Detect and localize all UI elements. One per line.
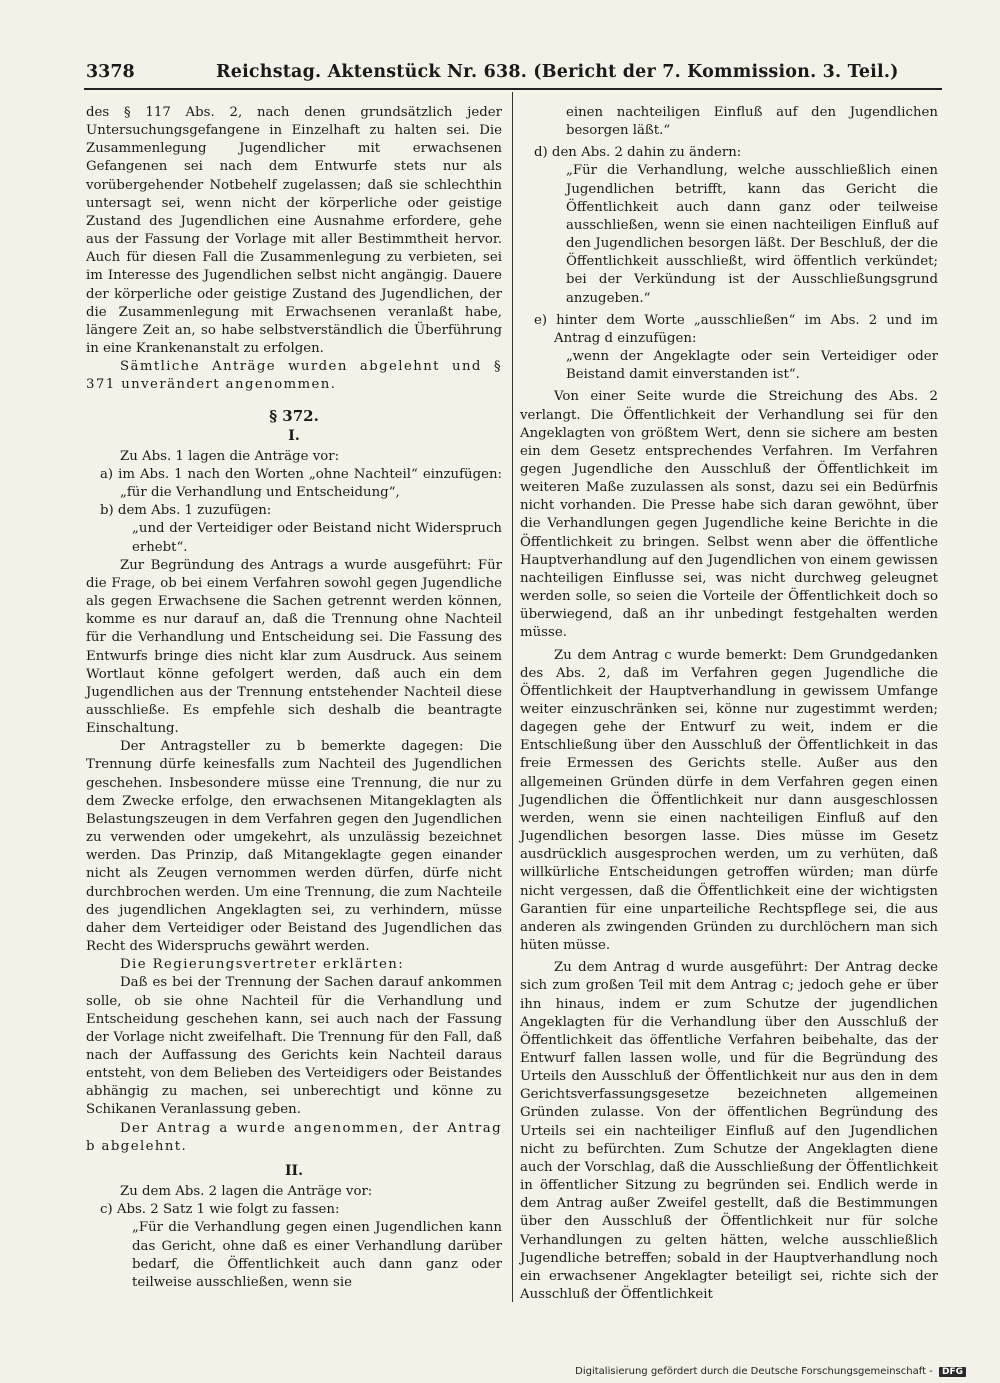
paragraph: Zur Begründung des Antrags a wurde ausgeführt: Für die Frage, ob bei einem Verfahren sowohl gegen Jugendliche als gegen Erwachsene die Sachen getrennt werden können, komme es nur darauf an, daß die Trennung ohne Nachteil für die Verhandlung und Entscheidung sei. Die Fassung des Entwurfs bringe dies nicht klar zum Ausdruck. Aus seinem Wortlaut könne gefolgert werden, daß auch ein dem Jugendlichen aus der Trennung entstehender Nachteil diese ausschließe. Es empfehle sich deshalb die beantragte Einschaltung. [86,557,502,737]
subsection-heading: II. [285,1162,303,1179]
section-heading: § 372. [269,406,319,425]
list-item: a) im Abs. 1 nach den Worten „ohne Nachteil“ einzufügen: „für die Verhandlung und Entscheidung“, [100,466,502,501]
paragraph: Der Antrag a wurde angenommen, der Antrag b abgelehnt. [86,1120,502,1154]
paragraph: Daß es bei der Trennung der Sachen darauf ankommen solle, ob sie ohne Nachteil für die Verhandlung und Entscheidung geschehen kann, sei auch nach der Fassung der Vorlage nicht zweifelhaft. Die Trennung für den Fall, daß nach der Auffassung des Gerichts kein Nachteil daraus entsteht, von dem Belieben des Verteidigers oder Beistandes abhängig zu machen, sei unberechtigt und könne zu Schikanen Veranlassung geben. [86,975,502,1118]
header-title: Reichstag. Aktenstück Nr. 638. (Bericht der 7. Kommission. 3. Teil.) [216,62,899,82]
quotation: „Für die Verhandlung gegen einen Jugendlichen kann das Gericht, ohne daß es einer Verhandlung darüber bedarf, die Öffentlichkeit auch dann ganz oder teilweise ausschließen, wenn sie [132,1220,502,1290]
quotation: „Für die Verhandlung, welche ausschließlich einen Jugendlichen betrifft, kann das Gericht die Öffentlichkeit auch dann ganz oder teilweise ausschließen, wenn sie einen nachteiligen Einfluß auf den Jugendlichen besorgen läßt. Der Beschluß, der die Öffentlichkeit ausschließt, wird öffentlich verkündet; bei der Verkündung ist der Ausschließungsgrund anzugeben.“ [566,163,938,306]
page-number: 3378 [86,62,135,82]
list-item: d) den Abs. 2 dahin zu ändern: [534,145,742,161]
list-item: c) Abs. 2 Satz 1 wie folgt zu fassen: [100,1202,340,1218]
paragraph: Der Antragsteller zu b bemerkte dagegen: Die Trennung dürfe keinesfalls zum Nachteil des Jugendlichen geschehen. Insbesondere müsse eine Trennung, die nur zu dem Zwecke erfolge, den erwachsenen Mitangeklagten als Belastungszeugen in dem Verfahren gegen den Jugendlichen zu verwenden oder umgekehrt, als unzulässig bezeichnet werden. Das Prinzip, daß Mitangeklagte gegen einander nicht als Zeugen vernommen werden dürfen, dürfe nicht durchbrochen werden. Um eine Trennung, die zum Nachteile des jugendlichen Angeklagten sei, zu verhindern, müsse daher dem Verteidiger oder Beistand des Jugendlichen das Recht des Widerspruchs gewährt werden. [86,739,502,955]
dfg-logo: DFG [939,1367,966,1377]
column-divider [512,92,513,1302]
footer-text: Digitalisierung gefördert durch die Deutsche Forschungsgemeinschaft - [575,1366,933,1377]
footer-credit [575,1366,966,1377]
paragraph: Von einer Seite wurde die Streichung des Abs. 2 verlangt. Die Öffentlichkeit der Verhandlung sei für den Angeklagten von größtem Wert, denn sie sichere am besten ein dem Gesetz entsprechendes Verfahren. Im Verfahren gegen Jugendliche den Ausschluß der Öffentlichkeit im weiteren Maße zuzulassen als sonst, dazu sei ein Bedürfnis nicht vorhanden. Die Presse habe sich daran gewöhnt, über die Verhandlungen gegen Jugendliche keine Berichte in die Öffentlichkeit zu bringen. Selbst wenn aber die öffentliche Hauptverhandlung auf den Jugendlichen von einem gewissen nachteiligen Einflusse sei, was nicht durchweg geleugnet werden solle, so seien die Vorteile der Öffentlichkeit doch so überwiegend, daß an ihr unbedingt festgehalten werden müsse. [520,389,938,641]
paragraph: Zu dem Antrag d wurde ausgeführt: Der Antrag decke sich zum großen Teil mit dem Antrag c; jedoch gehe er über ihn hinaus, indem er zum Schutze der jugendlichen Angeklagten für die Verhandlung über den Ausschluß der Öffentlichkeit das öffentliche Verfahren beibehalte, das der Entwurf fallen lassen wolle, und für die Begründung des Urteils den Ausschluß der Öffentlichkeit nur aus den in dem Gerichtsverfassungsgesetze bezeichneten allgemeinen Gründen zulasse. Von der öffentlichen Begründung des Urteils sei ein nachteiliger Einfluß auf den Jugendlichen nicht zu befürchten. Zum Schutze der Angeklagten diene auch der Vorschlag, daß die Ausschließung der Öffentlichkeit in öffentlicher Sitzung zu begründen sei. Endlich werde in dem Antrag außer Zweifel gestellt, daß die Bestimmungen über den Ausschluß der Öffentlichkeit nur für solche Verhandlungen zu gelten hätten, welche ausschließlich Jugendliche betreffen; sobald in der Hauptverhandlung noch ein erwachsener Angeklagter beteiligt sei, richte sich der Ausschluß der Öffentlichkeit [520,960,938,1302]
quotation: einen nachteiligen Einfluß auf den Jugendlichen besorgen läßt.“ [566,105,938,139]
left-column [86,104,502,1292]
list-item: b) dem Abs. 1 zuzufügen: [100,503,272,519]
paragraph: Sämtliche Anträge wurden abgelehnt und § 371 unverändert angenommen. [86,359,502,393]
running-header [86,60,940,86]
paragraph: des § 117 Abs. 2, nach denen grundsätzlich jeder Untersuchungsgefangene in Einzelhaft zu halten sei. Die Zusammenlegung Jugendlicher mit erwachsenen Gefangenen sei nach dem Entwurfe stets nur als vorübergehender Notbehelf zugelassen; daß sie schlechthin untersagt sei, wenn nicht der körperliche oder geistige Zustand des Jugendlichen eine Ausnahme erfordere, gehe aus der Fassung der Vorlage mit aller Bestimmtheit hervor. Auch für diesen Fall die Zusammenlegung zu verbieten, sei im Interesse des Jugendlichen selbst nicht angängig. Dauere der körperliche oder geistige Zustand des Jugendlichen, der die Zusammenlegung mit Erwachsenen veranlaßt habe, längere Zeit an, so habe selbstverständlich die Überführung in eine Krankenanstalt zu erfolgen. [86,105,502,357]
header-rule [84,88,942,90]
paragraph: Zu dem Antrag c wurde bemerkt: Dem Grundgedanken des Abs. 2, daß im Verfahren gegen Jugendliche die Öffentlichkeit der Hauptverhandlung in gewissem Umfange weiter einzuschränken sei, könne nur zugestimmt werden; dagegen gehe der Entwurf zu weit, indem er die Entschließung über den Ausschluß der Öffentlichkeit in das freie Ermessen des Gerichts stelle. Außer aus den allgemeinen Gründen dürfe in dem Verfahren gegen einen Jugendlichen die Öffentlichkeit nur dann ausgeschlossen werden, wenn sie einen nachteiligen Einfluß auf den Jugendlichen besorgen lasse. Dies müsse im Gesetz ausdrücklich ausgesprochen werden, um zu verhüten, daß willkürliche Entscheidungen getroffen würden; man dürfe nicht vergessen, daß die Öffentlichkeit eine der wichtigsten Garantien für eine unparteiliche Rechtspflege sei, die aus anderen als zwingenden Gründen zu durchlöchern man sich hüten müsse. [520,647,938,954]
paragraph: Zu dem Abs. 2 lagen die Anträge vor: [120,1184,373,1200]
paragraph: Zu Abs. 1 lagen die Anträge vor: [120,448,340,464]
right-column [520,104,938,1304]
quotation: „wenn der Angeklagte oder sein Verteidiger oder Beistand damit einverstanden ist“. [566,349,938,383]
subsection-heading: I. [288,427,300,444]
quotation: „und der Verteidiger oder Beistand nicht Widerspruch erhebt“. [132,521,502,555]
paragraph: Die Regierungsvertreter erklärten: [120,957,405,973]
list-item: e) hinter dem Worte „ausschließen“ im Abs. 2 und im Antrag d einzufügen: [534,312,938,346]
